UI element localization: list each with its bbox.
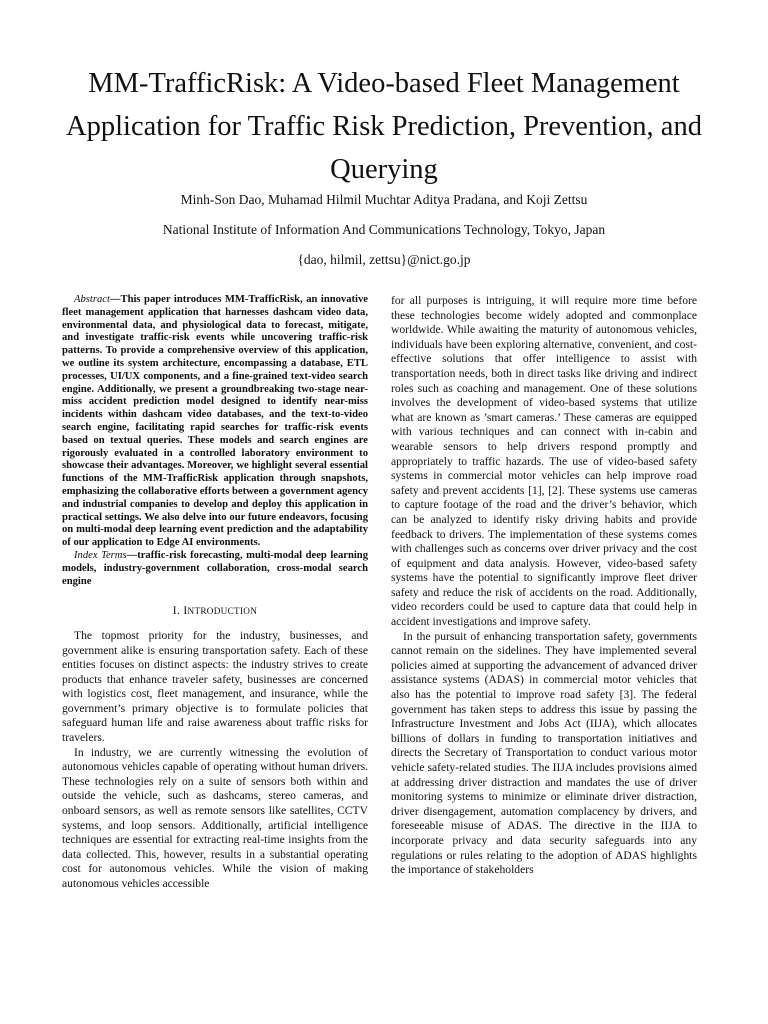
section-number: I. [172,604,184,618]
paragraph: In industry, we are currently witnessing the evolution of autonomous vehicles capable of operating without human drivers. These technologies rely on a suite of sensors both within and outside the vehicle, such as dashcams, stereo cameras, and onboard sensors, as well as remote sensors like satellites, CCTV systems, and loop sensors. Additionally, artificial intelligence techniques are essential for extracting real-time insights from the data collected. This, however, results in a substantial operating cost for autonomous vehicles. While the vision of making autonomous vehicles accessible [62,745,368,891]
paragraph: for all purposes is intriguing, it will require more time before these technologies become widely adopted and commonplace worldwide. While awaiting the maturity of autonomous vehicles, individuals have been exploring alternative, convenient, and cost-effective solutions that offer intelligence to assist with transportation needs, both in direct tasks like driving and indirect roles such as coaching and management. One of these solutions involves the development of video-based systems that utilize what are known as ’smart cameras.’ These cameras are equipped with various techniques and can connect with in-cabin and wearable sensors to help drivers respond promptly and appropriately to traffic hazards. The use of video-based safety systems in commercial motor vehicles can help improve road safety and prevent accidents [1], [2]. These systems use cameras to capture footage of the road and the driver’s behavior, which can be analyzed to identify risky driving habits and provide feedback to drivers. The implementation of these systems comes with challenges such as concerns over driver privacy and the cost of equipment and data analysis. However, video-based safety systems have the potential to significantly improve fleet driver safety and reduce the risk of accidents on the road. Additionally, video recorders could be used to capture data that could help in accident investigations and improve safety. [391,294,697,629]
author-list: Minh-Son Dao, Muhamad Hilmil Muchtar Aditya Pradana, and Koji Zettsu [180,192,588,207]
author-affiliation: National Institute of Information And Communications Technology, Tokyo, Japan [162,222,606,237]
section-heading-initial: I [183,604,188,618]
abstract-label: Abstract [74,294,110,305]
index-terms-label: Index Terms [74,549,127,561]
section-heading-introduction [62,604,368,619]
right-column [391,294,697,878]
author-email: {dao, hilmil, zettsu}@nict.go.jp [297,252,471,267]
paragraph: The topmost priority for the industry, businesses, and government alike is ensuring transportation safety. Each of these entities focuses on distinct aspects: the industry strives to create products that enhance traveler safety, businesses are concerned with logistics cost, fleet management, and insurance, while the government’s primary objective is to formulate policies that safeguard human life and raise awareness about traffic risks for travelers. [62,628,368,745]
abstract [62,294,368,550]
index-terms-text: —traffic-risk forecasting, multi-modal deep learning models, industry-government collaboration, cross-modal search engine [62,549,368,587]
left-column [62,294,368,892]
paragraph: In the pursuit of enhancing transportation safety, governments cannot remain on the sidelines. They have implemented several policies aimed at supporting the advancement of advanced driver assistance systems (ADAS) in commercial motor vehicles that also has the potential to improve road safety [3]. The federal government has taken steps to address this issue by passing the Infrastructure Investment and Jobs Act (IIJA), which allocates billions of dollars in funding to transportation initiatives and directs the Secretary of Transportation to conduct various motor vehicle safety-related studies. The IIJA includes provisions aimed at addressing driver distraction and mandates the use of driver monitoring systems to minimize or eliminate driver distraction, driver disengagement, automation complacency by drivers, and foreseeable misuse of ADAS. The directive in the IIJA to incorporate privacy and data security safeguards into any regulations or rules relating to the adoption of ADAS highlights the importance of stakeholders [391,629,697,877]
section-heading-rest: NTRODUCTION [187,606,258,617]
abstract-text: —This paper introduces MM-TrafficRisk, an innovative fleet management application that harnesses dashcam video data, environmental data, and physiological data to forecast, mitigate, and investigate traffic-risk events while uncovering traffic-risk patterns. To provide a comprehensive overview of this application, we outline its system architecture, encompassing a database, ETL processes, UI/UX components, and a fine-grained text-video search engine. Additionally, we present a groundbreaking two-stage near-miss accident prediction model designed to identify near-miss incidents within dashcam video databases, and the text-to-video search engine, facilitating rapid searches for traffic-risk events based on textual queries. These models and search engines are rigorously evaluated in a controlled laboratory environment to showcase their advantages. Moreover, we highlight several essential functions of the MM-TrafficRisk application through snapshots, emphasizing the collaborative efforts between a government agency and industrial companies to develop and deploy this application in practical settings. We also delve into our future endeavors, focusing on multi-modal deep learning event prediction and the adaptability of our application to Edge AI environments. [62,294,368,549]
index-terms [62,550,368,588]
paper-title: MM-TrafficRisk: A Video-based Fleet Management Application for Traffic Risk Prediction, Prevention, and Querying [66,68,702,185]
